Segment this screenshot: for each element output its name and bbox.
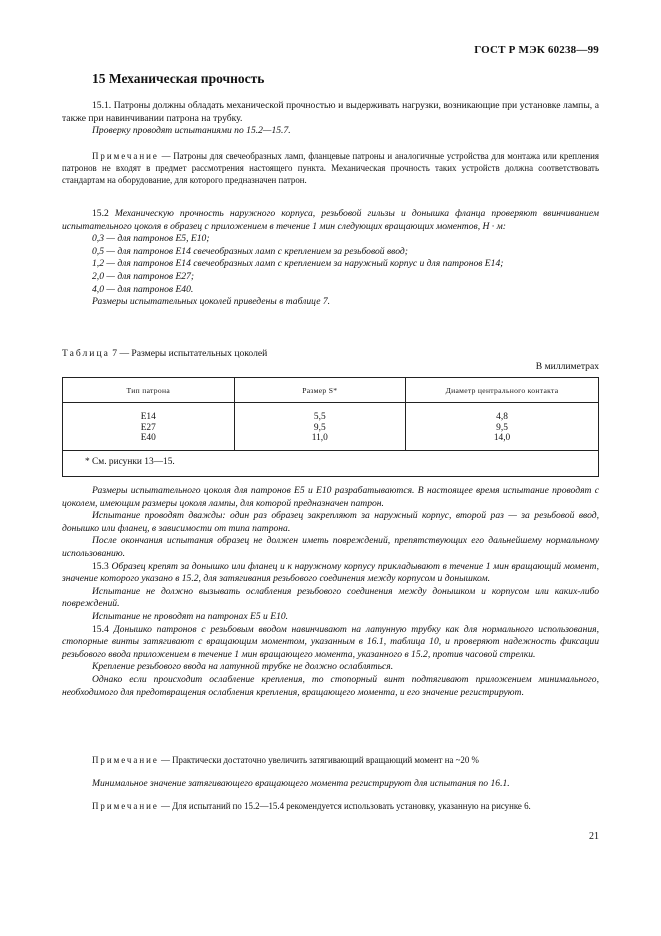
- table-unit: В миллиметрах: [535, 361, 599, 372]
- paragraph: Размеры испытательного цоколя для патронов E5 и E10 разрабатываются. В настоящее время испытание проводят с цоколем, имеющим размеры цоколя лампы, для которой предназначен патрон.: [62, 485, 599, 509]
- table-footnote-row: [63, 450, 599, 476]
- table-reference: Размеры испытательных цоколей приведены в таблице 7.: [92, 296, 331, 308]
- paragraph: Испытание не проводят на патронах E5 и E10.: [92, 610, 289, 622]
- clause-text: Образец крепят за донышко или фланец и к наружному корпусу прикладывают в течение 1 мин вращающий момент, значение которого указано в 15.2, для затягивания резьбового соединения между корпусом и донышком.: [62, 560, 600, 585]
- note-3: [62, 801, 599, 813]
- clause-text: Донышко патронов с резьбовым вводом навинчивают на латунную трубку как для нормального использования, стопорные винты затягивают с вращающим моментом, указанным в 16.1, таблица 10, и проверяют надежность фиксации резьбового ввода приложением в течение 1 мин вращающего момента, указанного в 15.2, против часовой стрелки.: [62, 623, 599, 660]
- test-cap-dimensions-table: [62, 377, 599, 477]
- standard-header: ГОСТ Р МЭК 60238—99: [474, 44, 599, 56]
- paragraph: Испытание проводят дважды: один раз образец закрепляют за наружный корпус, второй раз — за резьбовой ввод, донышко или фланец, в зависимости от типа патрона.: [62, 510, 599, 534]
- note-label: Примечание: [92, 151, 159, 161]
- clause-text: Механическую прочность наружного корпуса, резьбовой гильзы и донышка фланца проверяют ввинчиванием испытательного цоколя в образец с приложением в течение 1 мин следующих вращающих моментов, Н · м:: [62, 208, 599, 232]
- paragraph: Однако если происходит ослабление крепления, то стопорный винт подтягивают приложением минимального, необходимого для предотвращения ослабления крепления, вращающего момента, и его значение регистрируют.: [62, 673, 599, 698]
- torque-item: 0,3 — для патронов E5, E10;: [92, 233, 210, 245]
- paragraph-15-1: 15.1. Патроны должны обладать механической прочностью и выдерживать нагрузки, возникающие при установке лампы, а также при навинчивании патрона на трубку.: [62, 100, 599, 124]
- paragraph: Крепление резьбового ввода на латунной трубке не должно ослабляться.: [92, 661, 394, 673]
- table-row: [63, 403, 599, 451]
- header-cell: Размер S*: [234, 378, 406, 403]
- clause-number: 15.4: [92, 623, 114, 635]
- min-torque-paragraph: Минимальное значение затягивающего вращающего момента регистрируют для испытания по 16.1.: [92, 778, 510, 789]
- note-1: [62, 151, 599, 186]
- torque-item: 1,2 — для патронов E14 свечеобразных ламп с креплением за наружный корпус и для патронов E14;: [92, 258, 504, 270]
- note-label: Примечание: [92, 801, 159, 811]
- section-title: 15 Механическая прочность: [92, 71, 265, 86]
- note-label: Примечание: [92, 755, 159, 765]
- body-after-table: [62, 485, 599, 699]
- table-header-row: [63, 378, 599, 403]
- clause-number: 15.2: [92, 208, 115, 219]
- paragraph: После окончания испытания образец не должен иметь повреждений, препятствующих его дальнейшему нормальному использованию.: [62, 535, 599, 559]
- page-number: 21: [589, 831, 599, 842]
- section-15-2: [62, 208, 599, 309]
- type-cell: E14 E27 E40: [63, 403, 235, 451]
- clause-number: 15.3: [92, 560, 112, 572]
- test-reference: Проверку проводят испытаниями по 15.2—15.7.: [92, 125, 291, 137]
- header-cell: Тип патрона: [63, 378, 235, 403]
- table-caption: Таблица 7 — Размеры испытательных цоколей: [62, 348, 268, 359]
- table-footnote: * См. рисунки 13—15.: [63, 450, 599, 476]
- note-text: — Патроны для свечеобразных ламп, фланцевые патроны и аналогичные устройства для монтажа или крепления патронов не входят в предмет рассмотрения настоящего пункта. Механическая прочность таких устройств должна соответствовать стандартам на оборудование, для которого предназначен патрон.: [62, 151, 599, 185]
- torque-item: 0,5 — для патронов E14 свечеобразных ламп с креплением за резьбовой ввод;: [92, 245, 408, 257]
- header-cell: Диаметр центрального контакта: [406, 378, 599, 403]
- note-text: — Практически достаточно увеличить затягивающий вращающий момент на ~20 %: [158, 755, 479, 765]
- torque-item: 2,0 — для патронов E27;: [92, 270, 195, 282]
- note-text: — Для испытаний по 15.2—15.4 рекомендуется использовать установку, указанную на рисунке 6.: [158, 801, 531, 811]
- diameter-cell: 4,8 9,5 14,0: [406, 403, 599, 451]
- torque-item: 4,0 — для патронов E40.: [92, 283, 194, 295]
- size-cell: 5,5 9,5 11,0: [234, 403, 406, 451]
- note-2: [62, 755, 599, 767]
- paragraph: Испытание не должно вызывать ослабления резьбового соединения между донышком и корпусом или каких-либо повреждений.: [62, 585, 599, 610]
- section-15-1: [62, 100, 599, 138]
